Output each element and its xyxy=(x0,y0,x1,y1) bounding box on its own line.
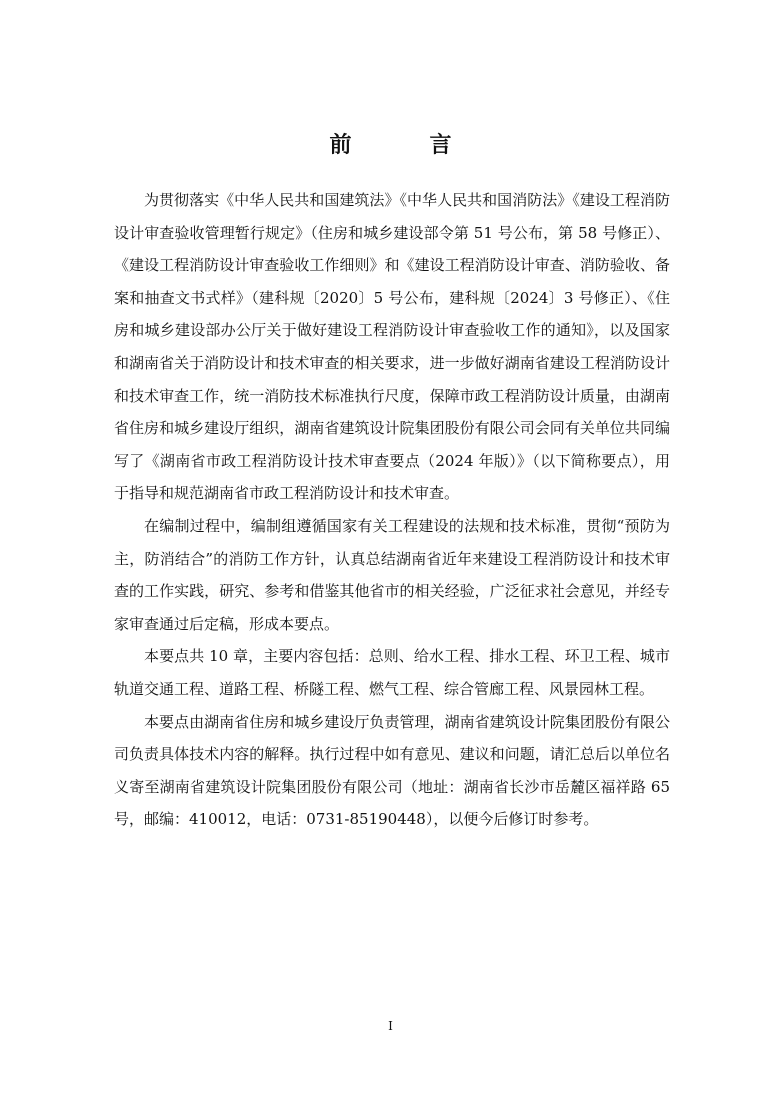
paragraph-contents: 本要点共 10 章，主要内容包括：总则、给水工程、排水工程、环卫工程、城市轨道交通工程、道路工程、桥隧工程、燃气工程、综合管廊工程、风景园林工程。 xyxy=(114,647,670,698)
paragraph-purpose: 为贯彻落实《中华人民共和国建筑法》《中华人民共和国消防法》《建设工程消防设计审查验收管理暂行规定》（住房和城乡建设部令第 51 号公布，第 58 号修正）、《建设工程消防设计审查验收工作细则》和《建设工程消防设计审查、消防验收、备案和抽查文书式样》（建科规〔2020〕5 号公布，建科规〔2024〕3 号修正）、《住房和城乡建设部办公厅关于做好建设工程消防设计审查验收工作的通知》，以及国家和湖南省关于消防设计和技术审查的相关要求，进一步做好湖南省建设工程消防设计和技术审查工作，统一消防技术标准执行尺度，保障市政工程消防设计质量，由湖南省住房和城乡建设厅组织，湖南省建筑设计院集团股份有限公司会同有关单位共同编写了《湖南省市政工程消防设计技术审查要点（2024 年版）》（以下简称要点），用于指导和规范湖南省市政工程消防设计和技术审查。 xyxy=(114,191,670,503)
page-number: I xyxy=(388,1019,393,1033)
body-text xyxy=(114,184,670,836)
page-title: 前 言 xyxy=(329,132,487,158)
paragraph-compilation: 在编制过程中，编制组遵循国家有关工程建设的法规和技术标准，贯彻“预防为主，防消结合”的消防工作方针，认真总结湖南省近年来建设工程消防设计和技术审查的工作实践，研究、参考和借鉴其他省市的相关经验，广泛征求社会意见，并经专家审查通过后定稿，形成本要点。 xyxy=(114,516,670,633)
paragraph-management: 本要点由湖南省住房和城乡建设厅负责管理，湖南省建筑设计院集团股份有限公司负责具体技术内容的解释。执行过程中如有意见、建议和问题，请汇总后以单位名义寄至湖南省建筑设计院集团股份有限公司（地址：湖南省长沙市岳麓区福祥路 65 号，邮编：410012，电话：0731-85190448），以便今后修订时参考。 xyxy=(114,712,670,829)
